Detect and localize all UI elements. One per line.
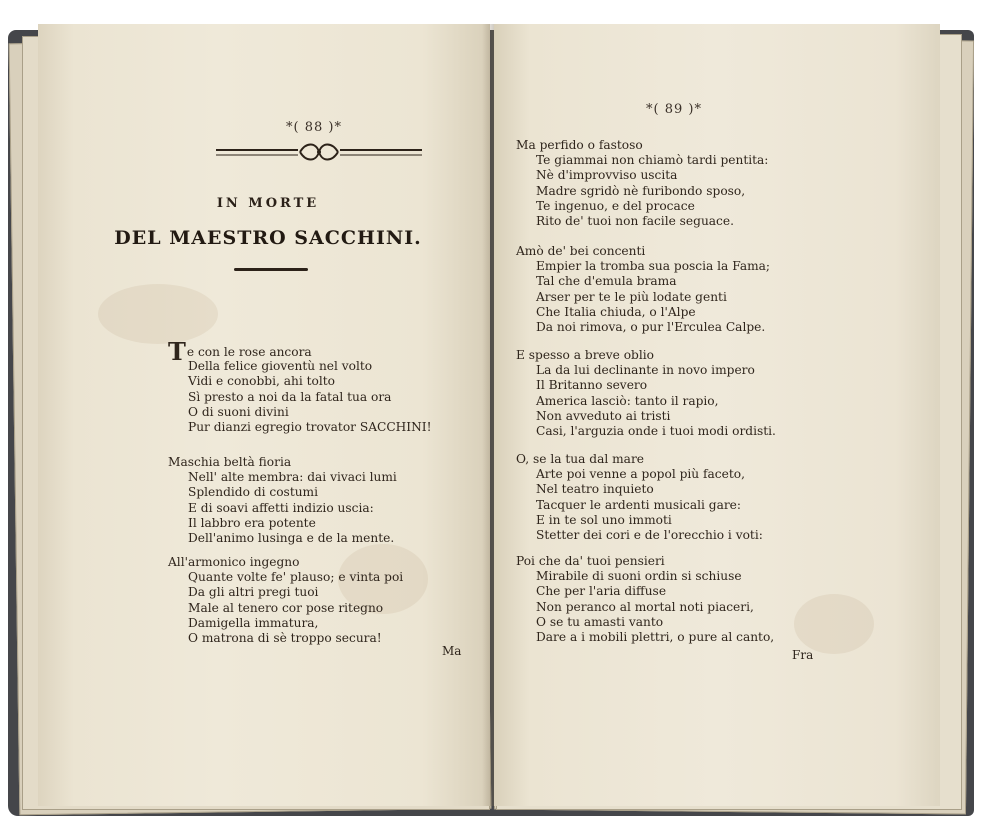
verse-line: Da noi rimova, o pur l'Erculea Calpe. [536, 319, 766, 334]
stanza [516, 452, 763, 543]
stanza [516, 138, 768, 229]
verse-line: Te con le rose ancora [168, 337, 312, 366]
verse-line: Quante volte fe' plauso; e vinta poi [188, 570, 404, 585]
stanza [168, 455, 397, 546]
stanza [516, 554, 774, 645]
stanza [516, 348, 776, 439]
verse-line: Damigella immatura, [188, 615, 319, 630]
verse-line: Dell'animo lusinga e de la mente. [188, 530, 395, 545]
poem-title-small: IN MORTE [216, 196, 320, 211]
verse-line: Maschia beltà fioria [168, 455, 292, 469]
verse-line: America lasciò: tanto il rapio, [536, 393, 719, 408]
verse-line: Da gli altri pregi tuoi [188, 585, 319, 600]
verse-line: E in te sol uno immoti [536, 512, 672, 527]
right-page-number: *( 89 )* [646, 102, 702, 117]
ornament-divider [214, 142, 424, 164]
verse-line: Tal che d'emula brama [536, 274, 677, 289]
paper-stain [794, 594, 874, 654]
verse-line: Male al tenero cor pose ritegno [188, 600, 384, 615]
paper-stain [98, 284, 218, 344]
verse-line: Arte poi venne a popol più faceto, [536, 467, 745, 482]
verse-line: Pur dianzi egregio trovator SACCHINI! [188, 419, 432, 434]
verse-line: O, se la tua dal mare [516, 452, 644, 466]
verse-line: Te giammai non chiamò tardi pentita: [536, 153, 769, 168]
verse-line: Casi, l'arguzia onde i tuoi modi ordisti. [536, 423, 776, 438]
verse-line: Madre sgridò nè furibondo sposo, [536, 183, 746, 198]
stanza [168, 337, 432, 435]
open-book [8, 16, 976, 816]
verse-line: Tacquer le ardenti musicali gare: [536, 497, 741, 512]
verse-line: O se tu amasti vanto [536, 614, 664, 629]
verse-line: Empier la tromba sua poscia la Fama; [536, 259, 771, 274]
verse-line: O matrona di sè troppo secura! [188, 630, 382, 645]
verse-line: O di suoni divini [188, 404, 289, 419]
verse-line: Sì presto a noi da la fatal tua ora [188, 389, 392, 404]
catchword: Ma [442, 644, 462, 658]
verse-line: Mirabile di suoni ordin si schiuse [536, 569, 742, 584]
verse-line: Che Italia chiuda, o l'Alpe [536, 304, 696, 319]
verse-line: Vidi e conobbi, ahi tolto [188, 374, 335, 389]
verse-line: Te ingenuo, e del procace [536, 198, 695, 213]
verse-line: E di soavi affetti indizio uscia: [188, 500, 374, 515]
catchword: Fra [792, 648, 814, 662]
left-page [38, 24, 490, 806]
verse-line: Della felice gioventù nel volto [188, 359, 373, 374]
verse-line: Arser per te le più lodate genti [536, 289, 727, 304]
verse-line: Splendido di costumi [188, 485, 319, 500]
verse-line: Amò de' bei concenti [516, 244, 646, 258]
verse-line: Stetter dei cori e de l'orecchio i voti: [536, 527, 763, 542]
verse-line: Il labbro era potente [188, 515, 316, 530]
verse-line: Rito de' tuoi non facile seguace. [536, 213, 734, 228]
poem-title-large: DEL MAESTRO SACCHINI. [114, 227, 422, 249]
verse-line: Nel teatro inquieto [536, 482, 654, 497]
drop-cap: T [168, 337, 186, 366]
stanza [168, 555, 403, 646]
verse-line: Non peranco al mortal noti piaceri, [536, 599, 754, 614]
right-page [494, 24, 940, 806]
verse-line: All'armonico ingegno [168, 555, 300, 569]
verse-line: Poi che da' tuoi pensieri [516, 554, 665, 568]
verse-line: Che per l'aria diffuse [536, 584, 667, 599]
verse-line: La da lui declinante in novo impero [536, 363, 755, 378]
left-page-number: *( 88 )* [286, 120, 342, 135]
stanza [516, 244, 770, 335]
title-rule [234, 268, 308, 271]
verse-line: Ma perfido o fastoso [516, 138, 643, 152]
verse-line: E spesso a breve oblio [516, 348, 654, 362]
verse-line: Nè d'improvviso uscita [536, 168, 678, 183]
verse-line: Non avveduto ai tristi [536, 408, 671, 423]
verse-line: Nell' alte membra: dai vivaci lumi [188, 470, 397, 485]
verse-line: Dare a i mobili plettri, o pure al canto, [536, 629, 775, 644]
verse-line: Il Britanno severo [536, 378, 648, 393]
